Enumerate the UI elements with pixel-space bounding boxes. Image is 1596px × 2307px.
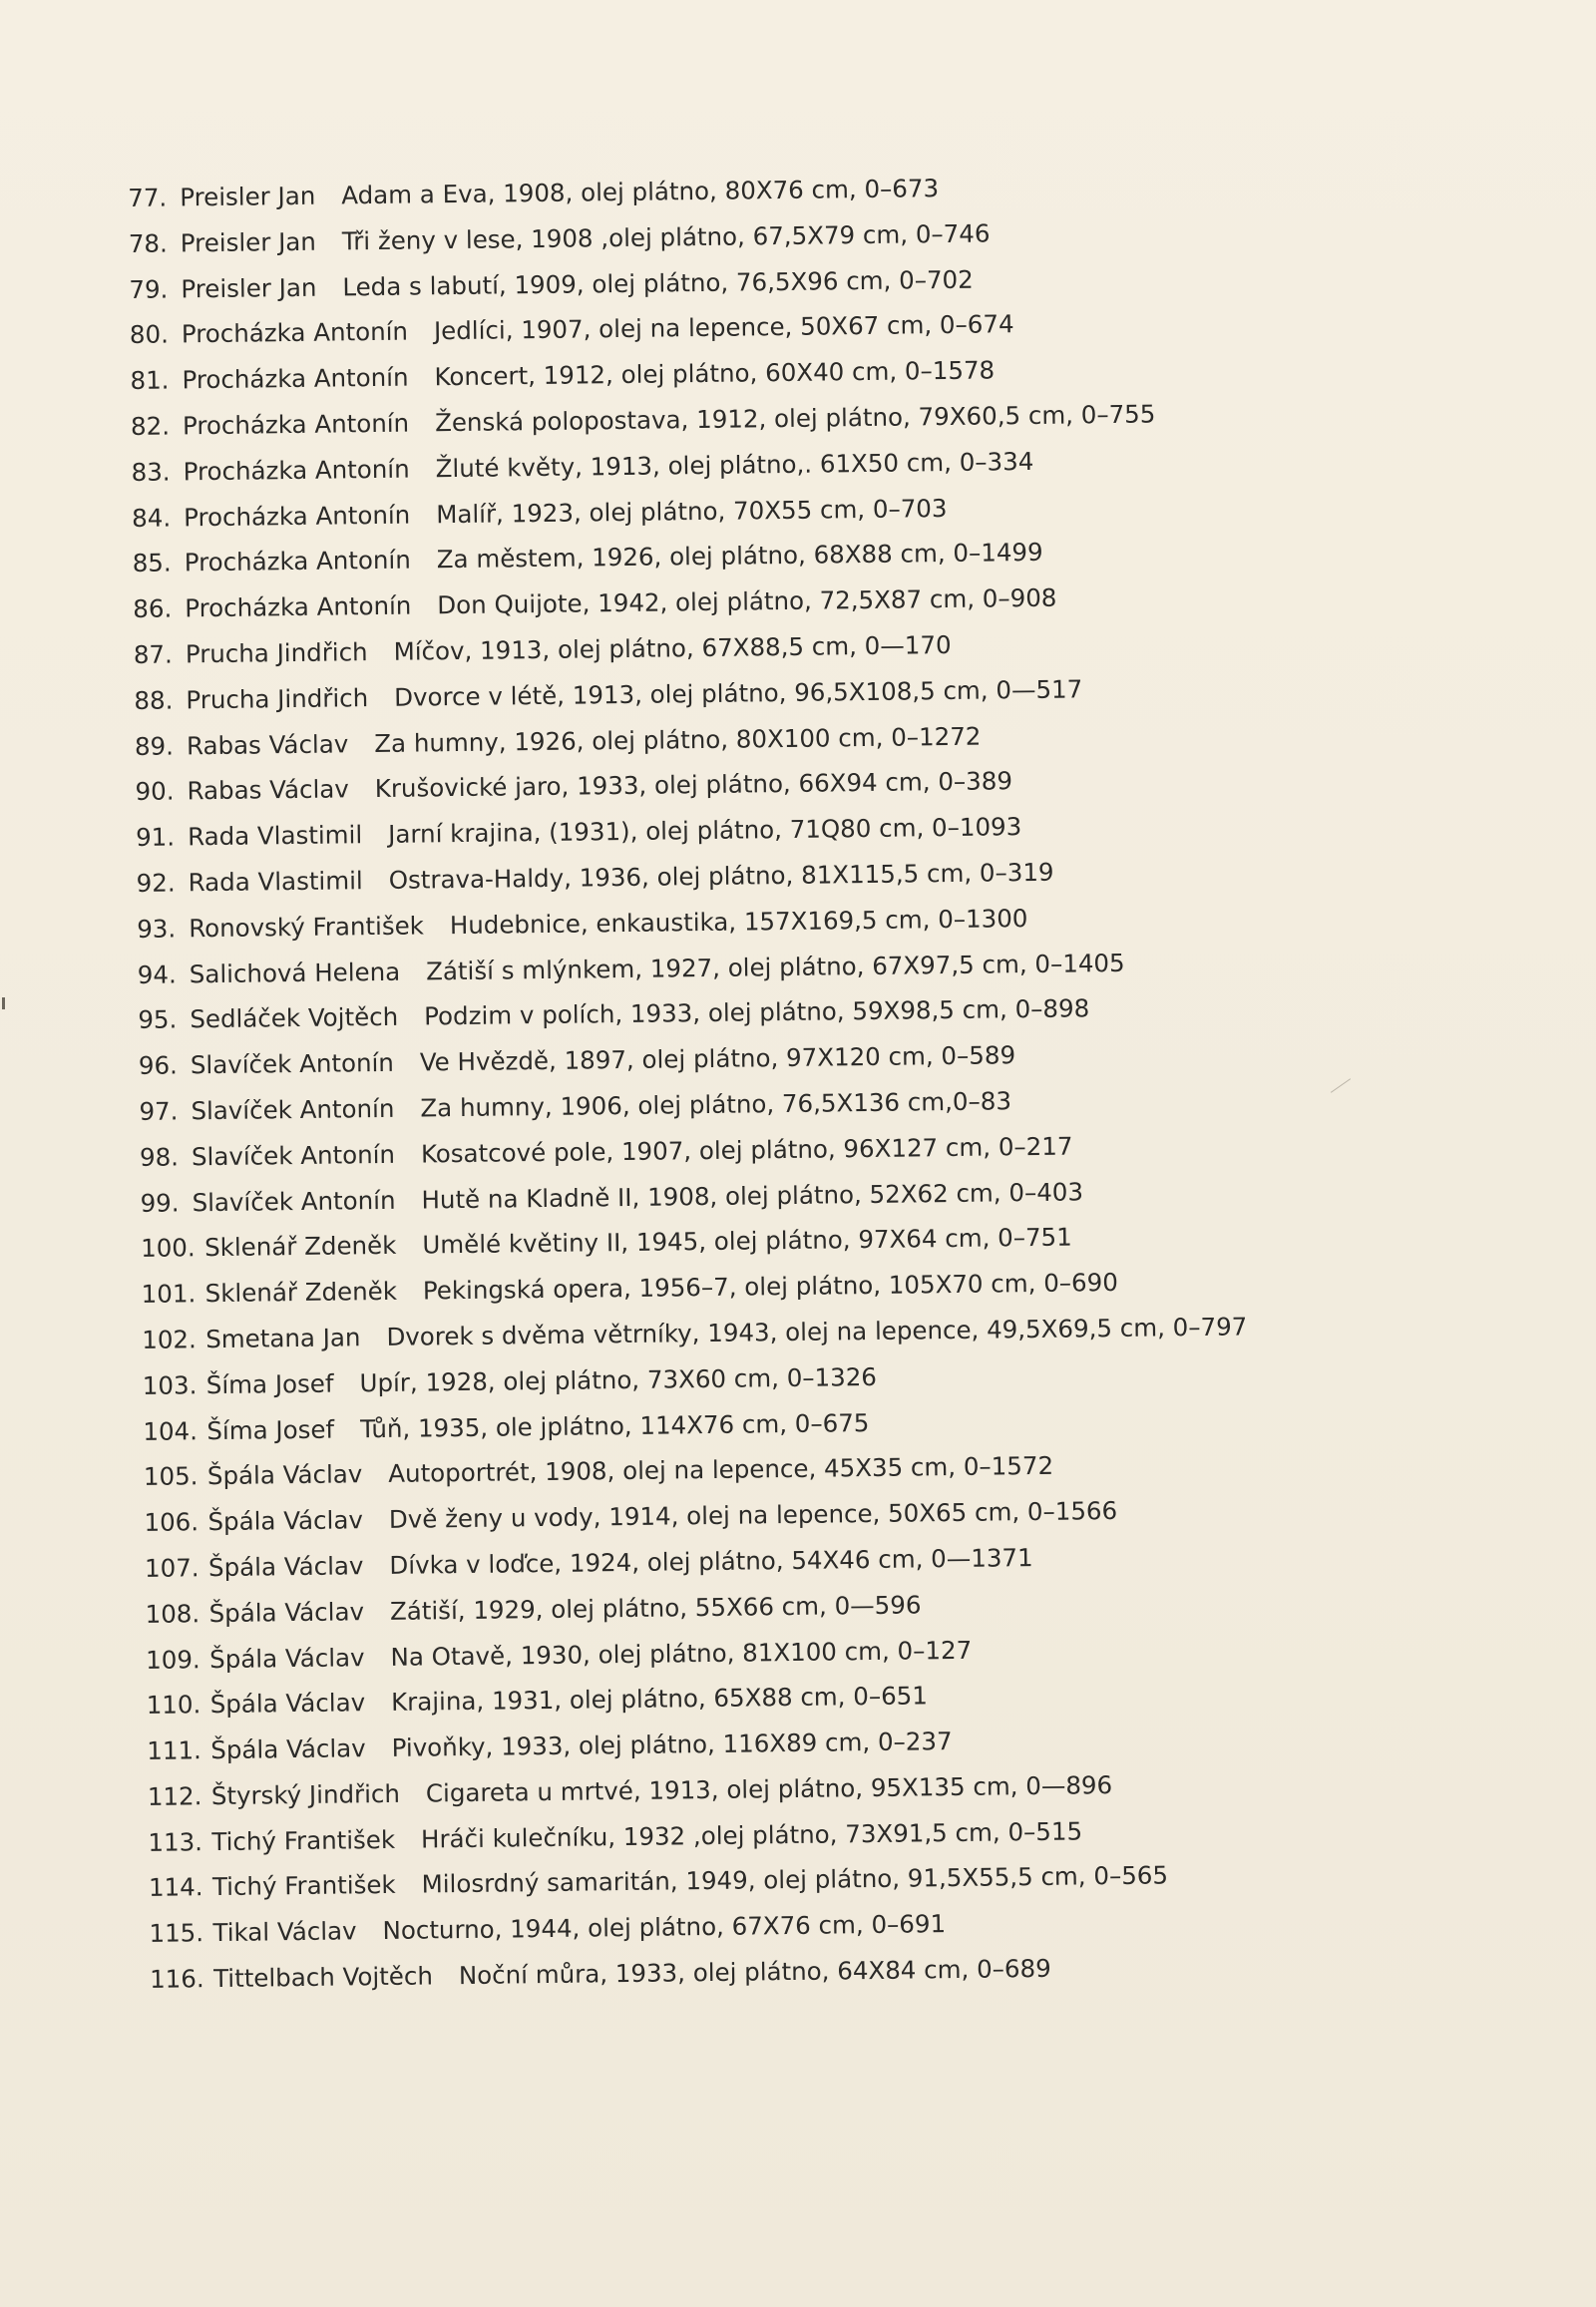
work-details: Noční můra, 1933, olej plátno, 64X84 cm, 0–689: [458, 1953, 1051, 1991]
artist-name: Štyrský Jindřich: [210, 1778, 401, 1810]
entry-number: 86.: [133, 593, 173, 624]
artist-name: Sklenář Zdeněk: [204, 1276, 398, 1309]
artist-name: Slavíček Antonín: [190, 1047, 395, 1080]
work-details: Dvorek s dvěma větrníky, 1943, olej na lepence, 49,5X69,5 cm, 0–797: [386, 1312, 1248, 1351]
entry-number: 96.: [138, 1050, 179, 1081]
work-details: Leda s labutí, 1909, olej plátno, 76,5X96 cm, 0–702: [342, 264, 974, 301]
painting-list: [128, 160, 1486, 2003]
entry-number: 109.: [146, 1644, 200, 1675]
entry-number: 87.: [133, 639, 174, 669]
work-details: Ve Hvězdě, 1897, olej plátno, 97X120 cm, 0–589: [419, 1040, 1016, 1077]
work-details: Jedlíci, 1907, olej na lepence, 50X67 cm, 0–674: [433, 309, 1014, 346]
work-details: Krajina, 1931, olej plátno, 65X88 cm, 0–651: [390, 1681, 929, 1718]
work-details: Dívka v loďce, 1924, olej plátno, 54X46 cm, 0—1371: [389, 1542, 1033, 1580]
entry-number: 108.: [145, 1598, 200, 1629]
entry-number: 110.: [146, 1690, 201, 1721]
edge-mark: [2, 997, 5, 1009]
artist-name: Sklenář Zdeněk: [203, 1231, 397, 1263]
work-details: Za městem, 1926, olej plátno, 68X88 cm, 0–1499: [436, 538, 1043, 575]
entry-number: 105.: [143, 1461, 199, 1492]
entry-number: 101.: [141, 1279, 197, 1310]
work-details: Tři ženy v lese, 1908 ,olej plátno, 67,5X79 cm, 0–746: [341, 218, 991, 256]
artist-name: Šíma Josef: [205, 1368, 334, 1399]
work-details: Krušovické jaro, 1933, olej plátno, 66X94 cm, 0–389: [374, 766, 1013, 804]
artist-name: Tichý František: [211, 1870, 396, 1902]
work-details: Don Quijote, 1942, olej plátno, 72,5X87 cm, 0–908: [437, 582, 1057, 620]
artist-name: Špála Václav: [209, 1688, 366, 1720]
entry-number: 113.: [148, 1826, 203, 1857]
work-details: Zátiší, 1929, olej plátno, 55X66 cm, 0—596: [389, 1590, 922, 1626]
work-details: Podzim v polích, 1933, olej plátno, 59X98,5 cm, 0–898: [424, 993, 1090, 1031]
artist-name: Smetana Jan: [205, 1323, 361, 1354]
artist-name: Salichová Helena: [189, 957, 401, 988]
artist-name: Ronovský František: [189, 911, 425, 944]
work-details: Milosrdný samaritán, 1949, olej plátno, 91,5X55,5 cm, 0–565: [421, 1860, 1169, 1900]
artist-name: Špála Václav: [207, 1551, 364, 1583]
entry-number: 99.: [140, 1187, 180, 1218]
artist-name: Tikal Václav: [212, 1916, 357, 1948]
artist-name: Procházka Antonín: [185, 590, 412, 623]
artist-name: Rabas Václav: [186, 728, 349, 760]
artist-name: Procházka Antonín: [182, 362, 409, 395]
work-details: Ostrava-Haldy, 1936, olej plátno, 81X115,5 cm, 0–319: [388, 857, 1054, 895]
work-details: Koncert, 1912, olej plátno, 60X40 cm, 0–1578: [434, 355, 996, 392]
entry-number: 81.: [130, 365, 170, 396]
entry-number: 93.: [137, 914, 177, 944]
entry-number: 80.: [129, 319, 170, 350]
artist-name: Tichý František: [211, 1824, 396, 1856]
work-details: Ženská polopostava, 1912, olej plátno, 79X60,5 cm, 0–755: [434, 399, 1156, 438]
work-details: Za humny, 1926, olej plátno, 80X100 cm, 0–1272: [374, 721, 982, 758]
work-details: Hráči kulečníku, 1932 ,olej plátno, 73X91,5 cm, 0–515: [420, 1816, 1083, 1854]
work-details: Za humny, 1906, olej plátno, 76,5X136 cm,0–83: [420, 1086, 1012, 1123]
work-details: Dvorce v létě, 1913, olej plátno, 96,5X108,5 cm, 0—517: [393, 674, 1083, 712]
entry-number: 77.: [128, 183, 168, 212]
entry-number: 106.: [144, 1507, 200, 1538]
artist-name: Procházka Antonín: [184, 500, 411, 532]
artist-name: Procházka Antonín: [182, 408, 410, 441]
entry-number: 79.: [129, 274, 169, 304]
work-details: Umělé květiny II, 1945, olej plátno, 97X64 cm, 0–751: [422, 1222, 1072, 1260]
artist-name: Slavíček Antonín: [191, 1139, 396, 1172]
artist-name: Špála Václav: [210, 1733, 366, 1765]
entry-number: 98.: [139, 1142, 180, 1172]
entry-number: 102.: [142, 1325, 197, 1354]
entry-number: 95.: [138, 1004, 178, 1035]
entry-number: 103.: [142, 1369, 198, 1400]
artist-name: Rabas Václav: [187, 774, 349, 806]
work-details: Dvě ženy u vody, 1914, olej na lepence, 50X65 cm, 0–1566: [388, 1496, 1118, 1535]
artist-name: Preisler Jan: [180, 181, 316, 212]
work-details: Žluté květy, 1913, olej plátno,. 61X50 cm, 0–334: [435, 446, 1034, 484]
entry-number: 107.: [144, 1553, 200, 1583]
entry-number: 89.: [134, 731, 175, 761]
artist-name: Procházka Antonín: [183, 454, 410, 487]
artist-name: Procházka Antonín: [181, 316, 409, 349]
entry-number: 91.: [135, 822, 176, 853]
artist-name: Prucha Jindřich: [185, 637, 368, 669]
work-details: Upír, 1928, olej plátno, 73X60 cm, 0–1326: [359, 1361, 878, 1397]
entry-number: 104.: [143, 1415, 199, 1446]
entry-number: 92.: [136, 868, 176, 898]
work-details: Na Otavě, 1930, olej plátno, 81X100 cm, 0–127: [390, 1635, 973, 1672]
work-details: Cigareta u mrtvé, 1913, olej plátno, 95X135 cm, 0—896: [425, 1769, 1113, 1808]
artist-name: Šíma Josef: [206, 1414, 335, 1445]
artist-name: Špála Václav: [208, 1596, 365, 1628]
entry-number: 82.: [130, 411, 171, 441]
entry-number: 90.: [135, 776, 175, 807]
work-details: Zátiší s mlýnkem, 1927, olej plátno, 67X97,5 cm, 0–1405: [425, 948, 1125, 985]
entry-number: 100.: [140, 1233, 196, 1264]
entry-number: 116.: [149, 1964, 204, 1994]
work-details: Míčov, 1913, olej plátno, 67X88,5 cm, 0—170: [393, 629, 952, 666]
work-details: Pekingská opera, 1956–7, olej plátno, 105X70 cm, 0–690: [422, 1268, 1119, 1306]
artist-name: Prucha Jindřich: [186, 682, 369, 715]
artist-name: Preisler Jan: [180, 226, 317, 258]
artist-name: Špála Václav: [206, 1459, 363, 1491]
work-details: Jarní krajina, (1931), olej plátno, 71Q80 cm, 0–1093: [388, 812, 1022, 850]
work-details: Kosatcové pole, 1907, olej plátno, 96X127 cm, 0–217: [420, 1131, 1073, 1169]
work-details: Autoportrét, 1908, olej na lepence, 45X35 cm, 0–1572: [388, 1451, 1054, 1489]
entry-number: 114.: [148, 1872, 203, 1903]
entry-number: 112.: [147, 1781, 202, 1811]
entry-number: 78.: [128, 228, 168, 258]
work-details: Nocturno, 1944, olej plátno, 67X76 cm, 0–691: [382, 1909, 947, 1946]
entry-number: 115.: [149, 1918, 204, 1949]
work-details: Pivoňky, 1933, olej plátno, 116X89 cm, 0–237: [391, 1727, 953, 1762]
artist-name: Sedláček Vojtěch: [190, 1002, 399, 1034]
work-details: Hutě na Kladně II, 1908, olej plátno, 52X62 cm, 0–403: [421, 1176, 1084, 1215]
artist-name: Špála Václav: [208, 1642, 365, 1674]
artist-name: Preisler Jan: [181, 272, 317, 303]
artist-name: Procházka Antonín: [184, 545, 411, 577]
entry-number: 85.: [132, 548, 172, 578]
artist-name: Špála Václav: [207, 1505, 364, 1537]
work-details: Hudebnice, enkaustika, 157X169,5 cm, 0–1300: [449, 903, 1028, 940]
entry-number: 97.: [139, 1096, 179, 1126]
entry-number: 88.: [134, 685, 174, 715]
artist-name: Rada Vlastimil: [188, 866, 363, 898]
artist-name: Rada Vlastimil: [187, 820, 363, 852]
entry-number: 111.: [147, 1735, 202, 1765]
work-details: Tůň, 1935, ole jplátno, 114X76 cm, 0–675: [359, 1407, 870, 1443]
entry-number: 83.: [131, 457, 171, 487]
artist-name: Slavíček Antonín: [192, 1185, 396, 1217]
work-details: Malíř, 1923, olej plátno, 70X55 cm, 0–703: [436, 493, 948, 529]
entry-number: 84.: [132, 503, 172, 533]
work-details: Adam a Eva, 1908, olej plátno, 80X76 cm, 0–673: [341, 174, 940, 210]
entry-number: 94.: [137, 960, 177, 989]
artist-name: Tittelbach Vojtěch: [212, 1961, 434, 1994]
artist-name: Slavíček Antonín: [191, 1093, 395, 1126]
